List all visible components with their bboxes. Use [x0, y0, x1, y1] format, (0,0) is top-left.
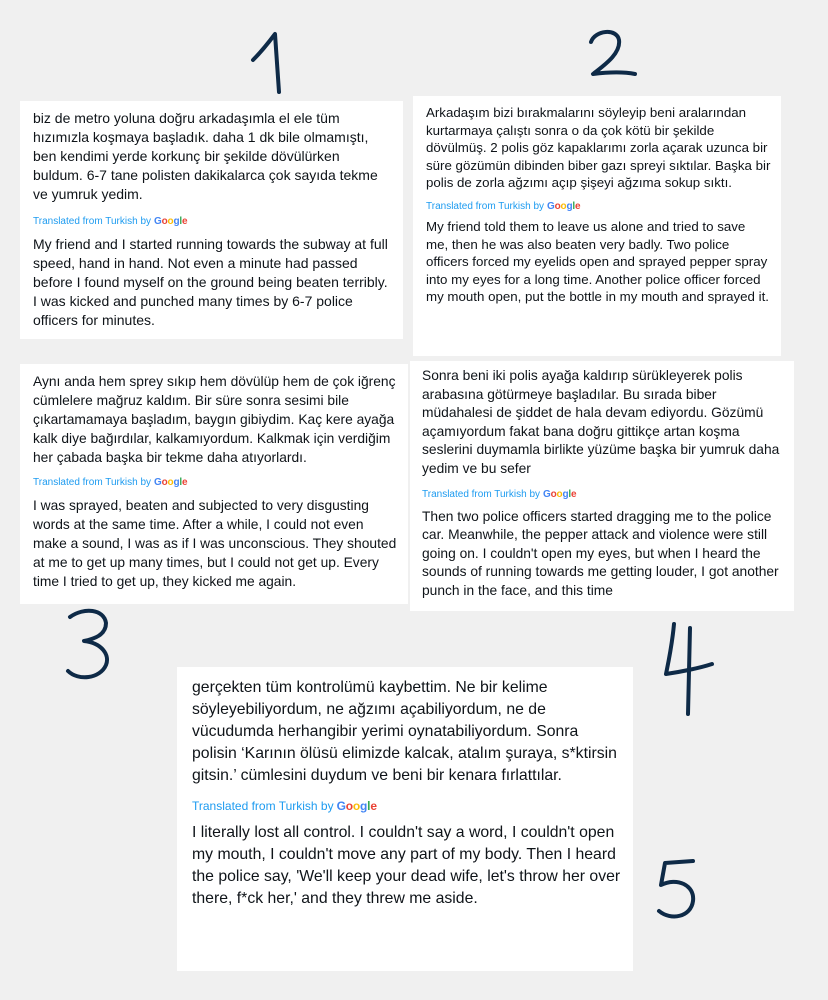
translated-from-label: Translated from Turkish by [426, 200, 545, 212]
google-logo-icon: Google [154, 216, 188, 227]
original-text: Aynı anda hem sprey sıkıp hem dövülüp hem de çok iğrenç cümlelere mağruz kaldım. Bir süre sonra sesimi bile çıkartamamaya başladım, baygın gibiydim. Kaç kere ayağa kalk diye bağırdılar, kalkamıyordum. Kalkmak için verdiğim her çabada başka bir tekme daha atıyorlardı. [33, 374, 396, 465]
original-text: biz de metro yoluna doğru arkadaşımla el ele tüm hızımızla koşmaya başladık. daha 1 dk bile olmamıştı, ben kendimi yerde korkunç bir şekilde dövülürken buldum. 6-7 tane polisten dakikalarca çok sayıda tekme ve yumruk yedim. [33, 110, 378, 202]
translated-text: My friend told them to leave us alone and tried to save me, then he was also beaten very badly. Two police officers forced my eyelids open and sprayed pepper spray into my eyes for a long time. Another police officer forced my mouth open, put the bottle in my mouth and sprayed it. [426, 218, 769, 305]
translated-by-google[interactable] [33, 216, 393, 227]
google-logo-icon: Google [547, 200, 581, 212]
translated-by-google[interactable] [422, 489, 786, 500]
google-logo-icon: Google [336, 799, 377, 813]
translation-card-5 [177, 667, 633, 971]
translated-by-google[interactable] [426, 201, 771, 212]
handwritten-number-1 [245, 28, 295, 98]
original-text: Arkadaşım bizi bırakmalarını söyleyip beni aralarından kurtarmaya çalıştı sonra o da çok kötü bir şekilde dövülmüş. 2 polis göz kapaklarımı zorla açarak uzunca bir süre gözümün dibinden biber gazı spreyi sıktılar. Başka bir polis de zorla ağzımı açıp şişeyi ağzıma sokup sıktı. [426, 105, 771, 191]
translation-card-1 [20, 101, 403, 339]
handwritten-number-5 [655, 855, 705, 925]
google-logo-icon: Google [543, 488, 577, 500]
translated-from-label: Translated from Turkish by [422, 488, 541, 500]
translated-by-google[interactable] [192, 799, 621, 813]
original-text: gerçekten tüm kontrolümü kaybettim. Ne bir kelime söyleyebiliyordum, ne ağzımı açabiliyordum, ne de vücudumda herhangibir yerimi oynatabiliyordum. Sonra polisin ‘Karının ölüsü elimizde kalcak, atalım şuraya, s*ktirsin gitsin.’ cümlesini duydum ve beni bir kenara fırlattılar. [192, 679, 617, 784]
google-logo-icon: Google [154, 477, 188, 488]
original-text: Sonra beni iki polis ayağa kaldırıp sürükleyerek polis arabasına götürmeye başladılar. Bu sırada biber müdahalesi de şiddet de hala devam ediyordu. Gözümü açamıyordum fakat bana doğru gittikçe artan koşma seslerini duymamla birlikte yüzüme başka bir yumruk daha yedim ve bu sefer [422, 368, 780, 476]
handwritten-number-2 [585, 28, 645, 88]
translation-card-3 [20, 364, 408, 604]
translated-from-label: Translated from Turkish by [192, 799, 334, 813]
translation-card-4 [410, 361, 794, 611]
handwritten-number-4 [660, 620, 720, 720]
translated-from-label: Translated from Turkish by [33, 216, 152, 227]
translated-from-label: Translated from Turkish by [33, 477, 152, 488]
translated-text: I was sprayed, beaten and subjected to very disgusting words at the same time. After a while, I could not even make a sound, I was as if I was unconscious. They shouted at me to get up many times, but I could not get up. Every time I tried to get up, they kicked me again. [33, 498, 397, 589]
translated-by-google[interactable] [33, 477, 400, 488]
translated-text: Then two police officers started dragging me to the police car. Meanwhile, the pepper attack and violence were still going on. I couldn't open my eyes, but when I heard the sounds of running towards me getting louder, I got another punch in the face, and this time [422, 508, 779, 598]
translation-card-2 [413, 96, 781, 356]
handwritten-number-3 [62, 607, 122, 687]
translated-text: I literally lost all control. I couldn't say a word, I couldn't open my mouth, I couldn't move any part of my body. Then I heard the police say, 'We'll keep your dead wife, let's throw her over there, f*ck her,' and they threw me aside. [192, 824, 621, 907]
translated-text: My friend and I started running towards the subway at full speed, hand in hand. Not even a minute had passed before I found myself on the ground being beaten terribly. I was kicked and punched many times by 6-7 police officers for minutes. [33, 236, 388, 328]
